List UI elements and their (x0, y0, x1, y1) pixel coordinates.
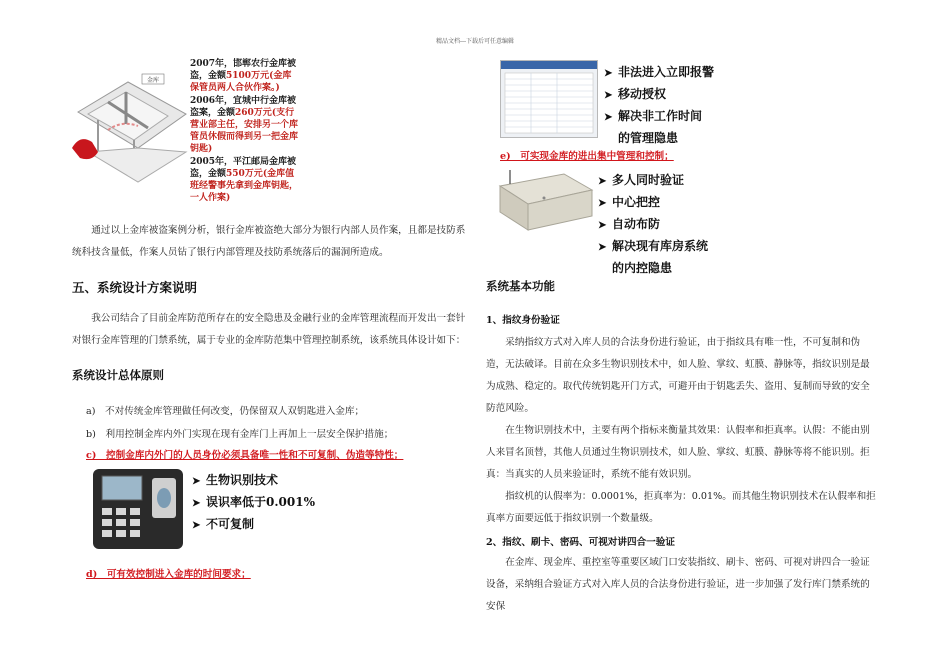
arrow-icon: ➤ (598, 242, 607, 253)
software-screenshot-image (500, 60, 598, 138)
s1-paragraph-2: 在生物识别技术中，主要有两个指标来衡量其效果：认假率和拒真率。认假：不能由别人来冒名顶替，其他人员通过生物识别技术，如人脸、掌纹、虹膜、静脉等将不能识别。拒真：当真实的人员来验证时，系统不能有效识别。 (486, 425, 870, 480)
vault-floorplan-illustration (68, 52, 188, 204)
arrow-icon: ➤ (598, 176, 607, 187)
fingerprint-device-image (92, 468, 184, 550)
section5-title: 五、系统设计方案说明 (72, 280, 198, 295)
bullet-offhours-cont: 的管理隐患 (618, 131, 679, 145)
bullet-auto-arm: ➤ 自动布防 (598, 214, 708, 236)
s2-paragraph-1: 在金库、现金库、重控室等重要区域门口安装指纹、刷卡、密码、可视对讲四合一验证设备，采纳组合验证方式对入库人员的合法身份进行验证，进一步加强了发行库门禁系统的安保 (486, 557, 870, 612)
principle-e: e) 可实现金库的进出集中管理和控制； (500, 151, 674, 162)
bullet-multi-verify: ➤ 多人同时验证 (598, 170, 708, 192)
arrow-icon: ➤ (598, 220, 607, 231)
principle-b: b) 利用控制金库内外门实现在现有金库门上再加上一层安全保护措施； (86, 429, 394, 440)
arrow-icon: ➤ (192, 498, 201, 509)
arrow-icon: ➤ (598, 198, 607, 209)
arrow-icon: ➤ (604, 90, 613, 101)
bullet-no-copy: ➤ 不可复制 (192, 514, 315, 536)
basic-functions-title: 系统基本功能 (486, 279, 555, 293)
controller-box-image (494, 168, 594, 234)
arrow-icon: ➤ (192, 520, 201, 531)
bullet-solve-cont: 的内控隐患 (612, 261, 673, 275)
case-1: 2007年，邯郸农行金库被盗，金额5100万元(金库保管员两人合伙作案。) (190, 59, 297, 94)
principle-c: c) 控制金库内外门的人员身份必须具备唯一性和不可复制、伪造等特性； (86, 450, 404, 461)
principle-a: a) 不对传统金库管理做任何改变，仍保留双人双钥匙进入金库； (86, 406, 365, 417)
case-3: 2005年，平江邮局金库被盗，金额550万元(金库值班经警事先拿到金库钥匙，一人作案) (190, 156, 299, 204)
device-bullets (192, 470, 315, 536)
analysis-paragraph: 通过以上金库被盗案例分析，银行金库被盗绝大部分为银行内部人员作案，且都是技防系统科技含量低，作案人员钻了银行内部管理及技防系统落后的漏洞所造成。 (72, 225, 466, 258)
principles-title: 系统设计总体原则 (72, 368, 164, 382)
case-2: 2006年，宜城中行金库被盗案，金额260万元(支行营业部主任，安排另一个库管员休假而得到另一把金库钥匙) (190, 95, 299, 155)
floorplan-label: 金库 (146, 77, 160, 84)
arrow-icon: ➤ (604, 68, 613, 79)
s1-title: 1、指纹身份验证 (486, 315, 560, 326)
bullet-alarm: ➤ 非法进入立即报警 (604, 62, 714, 84)
s1-paragraph-1: 采纳指纹方式对入库人员的合法身份进行验证，由于指纹具有唯一性，不可复制和伪造，无法破译。目前在众多生物识别技术中，如人脸、掌纹、虹膜、静脉等，指纹识别是最为成熟、稳定的。取代传统钥匙开门方式，可避开由于钥匙丢失、盗用、复制而导致的安全防范风险。 (486, 337, 870, 414)
bullet-solve: ➤ 解决现有库房系统 (598, 236, 708, 258)
bullet-mobile-auth: ➤ 移动授权 (604, 84, 714, 106)
bullet-offhours: ➤ 解决非工作时间 (604, 106, 714, 128)
arrow-icon: ➤ (192, 476, 201, 487)
bullet-central: ➤ 中心把控 (598, 192, 708, 214)
s2-title: 2、指纹、刷卡、密码、可视对讲四合一验证 (486, 537, 675, 548)
bullet-error-rate: ➤ 误识率低于0.001% (192, 492, 315, 514)
s1-paragraph-3: 指纹机的认假率为：0.0001%，拒真率为：0.01%。而其他生物识别技术在认假率和拒真率方面要远低于指纹识别一个数量级。 (486, 491, 876, 524)
screen-bullets (604, 62, 714, 149)
intro-paragraph: 我公司结合了目前金库防范所存在的安全隐患及金融行业的金库管理流程而开发出一套针对银行金库管理的门禁系统，属于专业的金库防范集中管理控制系统，该系统具体设计如下： (72, 313, 466, 346)
theft-cases (190, 58, 300, 204)
principle-d: d) 可有效控制进入金库的时间要求； (86, 569, 251, 580)
controller-bullets (598, 170, 708, 279)
arrow-icon: ➤ (604, 112, 613, 123)
bullet-biometric: ➤ 生物识别技术 (192, 470, 315, 492)
header-note: 精品文档---下载后可任意编辑 (435, 38, 515, 45)
